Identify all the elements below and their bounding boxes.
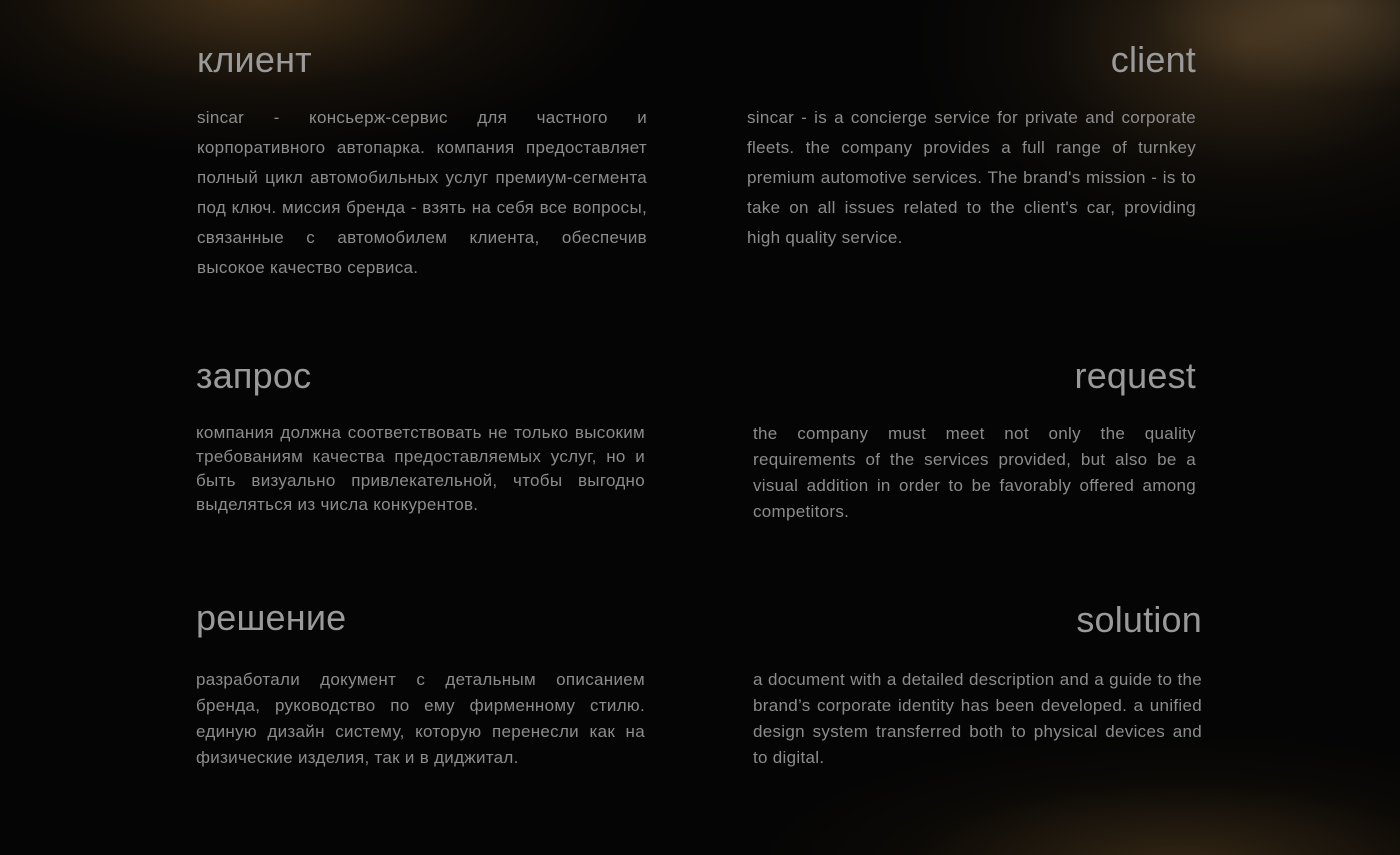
client-heading-en: client [1110,39,1196,80]
client-text-ru: sincar - консьерж-сервис для частного и корпоративного автопарка. компания предоставляет полный цикл автомобильных услуг премиум-сегмента под ключ. миссия бренда - взять на себя все вопросы, связанные с автомобилем клиента, обеспечив высокое качество сервиса. [197,108,647,277]
solution-section-ru [196,597,645,771]
solution-text-en: a document with a detailed description and a guide to the brand’s corporate identity has been developed. a unified design system transferred both to physical devices and to digital. [753,670,1202,767]
request-text-ru: компания должна соответствовать не только высоким требованиям качества предоставляемых услуг, но и быть визуально привлекательной, чтобы выгодно выделяться из числа конкурентов. [196,423,645,514]
solution-text-ru: разработали документ с детальным описанием бренда, руководство по ему фирменному стилю. единую дизайн систему, которую перенесли как на физические изделия, так и в диджитал. [196,670,645,767]
client-section-en [747,39,1196,253]
client-heading-ru: клиент [197,39,312,80]
client-text-en: sincar - is a concierge service for private and corporate fleets. the company provides a full range of turnkey premium automotive services. The brand's mission - is to take on all issues related to the client's car, providing high quality service. [747,108,1196,247]
solution-heading-ru: решение [196,597,347,638]
request-section-en [753,355,1196,525]
request-text-en: the company must meet not only the quality requirements of the services provided, but also be a visual addition in order to be favorably offered among competitors. [753,424,1196,521]
client-section-ru [197,39,647,283]
request-heading-en: request [1074,355,1196,396]
request-section-ru [196,355,645,517]
solution-heading-en: solution [1076,599,1202,640]
request-heading-ru: запрос [196,355,312,396]
solution-section-en [753,599,1202,771]
